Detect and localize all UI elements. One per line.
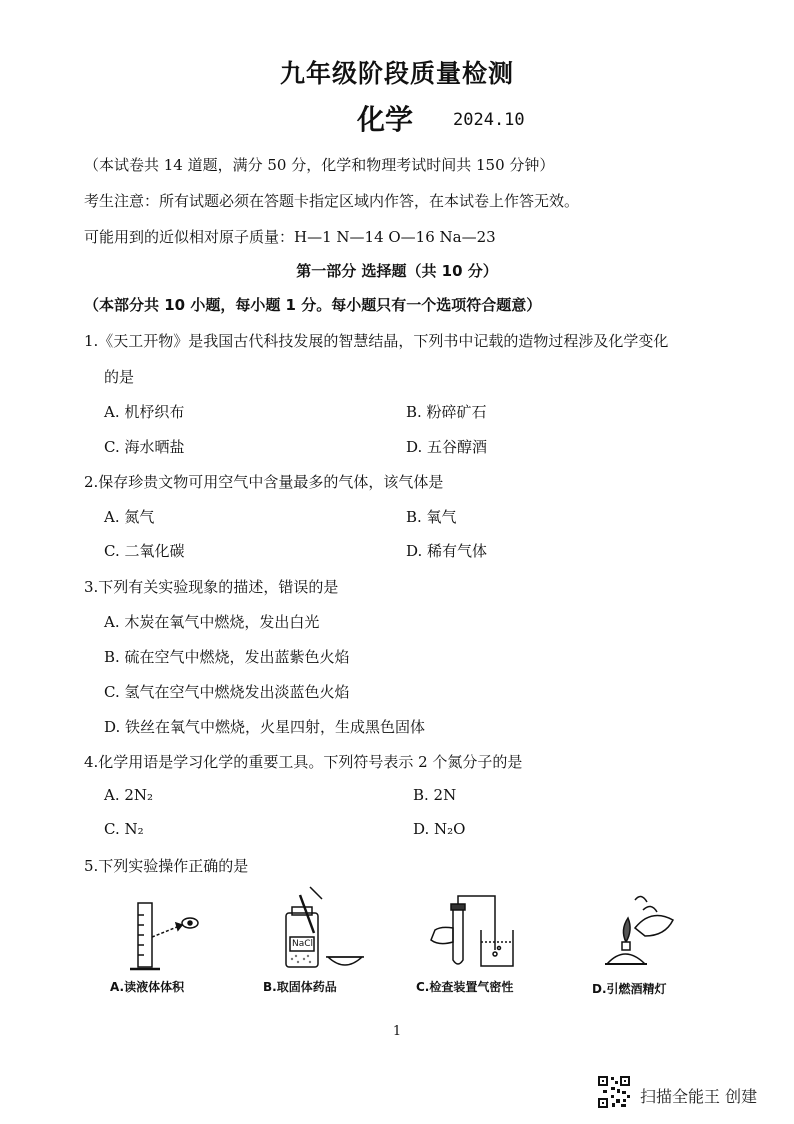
note-line-1: （本试卷共 14 道题，满分 50 分，化学和物理考试时间共 150 分钟） <box>84 156 555 174</box>
question-3-option-b: B. 硫在空气中燃烧，发出蓝紫色火焰 <box>104 648 350 666</box>
figure-b-bottle-label: NaCl <box>292 939 314 949</box>
question-2-option-d: D. 稀有气体 <box>406 542 488 560</box>
figure-c-caption: C.检查装置气密性 <box>416 980 514 994</box>
question-2-option-a: A. 氮气 <box>104 508 155 526</box>
question-2-option-c: C. 二氧化碳 <box>104 542 185 560</box>
exam-title: 九年级阶段质量检测 <box>279 59 514 88</box>
question-1-option-c: C. 海水晒盐 <box>104 438 185 456</box>
figure-b-caption: B.取固体药品 <box>263 980 337 994</box>
scanner-watermark: 扫描全能王 创建 <box>640 1087 758 1106</box>
question-4-option-c: C. N₂ <box>104 820 144 838</box>
question-1-stem: 1.《天工开物》是我国古代科技发展的智慧结晶，下列书中记载的造物过程涉及化学变化 <box>84 332 669 350</box>
question-4-option-b: B. 2N <box>413 786 457 804</box>
question-4-option-d: D. N₂O <box>413 820 466 838</box>
exam-date: 2024.10 <box>453 110 525 130</box>
page-number: 1 <box>392 1024 402 1039</box>
note-line-3: 可能用到的近似相对原子质量：H—1 N—14 O—16 Na—23 <box>84 228 496 246</box>
qr-code-icon <box>597 1075 631 1109</box>
section-title: 第一部分 选择题（共 10 分） <box>296 262 498 280</box>
question-4-stem: 4.化学用语是学习化学的重要工具。下列符号表示 2 个氮分子的是 <box>84 753 523 771</box>
question-2-stem: 2.保存珍贵文物可用空气中含量最多的气体，该气体是 <box>84 473 444 491</box>
question-1-option-a: A. 机杼织布 <box>104 403 185 421</box>
figure-c-airtightness-test <box>425 890 535 975</box>
question-1-stem-cont: 的是 <box>104 368 135 386</box>
section-instruction: （本部分共 10 小题，每小题 1 分。每小题只有一个选项符合题意） <box>84 296 542 314</box>
figure-a-caption: A.读液体体积 <box>110 980 185 994</box>
figure-b-reagent-bottle <box>270 885 370 975</box>
question-2-option-b: B. 氧气 <box>406 508 457 526</box>
subject-title: 化学 <box>357 103 414 136</box>
figure-d-caption: D.引燃酒精灯 <box>592 982 667 996</box>
question-4-option-a: A. 2N₂ <box>104 786 154 804</box>
question-3-option-c: C. 氢气在空气中燃烧发出淡蓝色火焰 <box>104 683 350 701</box>
note-line-2: 考生注意：所有试题必须在答题卡指定区域内作答，在本试卷上作答无效。 <box>84 192 580 210</box>
question-3-stem: 3.下列有关实验现象的描述，错误的是 <box>84 578 339 596</box>
question-5-stem: 5.下列实验操作正确的是 <box>84 857 249 875</box>
question-1-option-d: D. 五谷醇酒 <box>406 438 488 456</box>
figure-d-alcohol-lamp <box>595 888 695 976</box>
figure-a-graduated-cylinder <box>120 895 210 975</box>
question-3-option-a: A. 木炭在氧气中燃烧，发出白光 <box>104 613 320 631</box>
question-3-option-d: D. 铁丝在氧气中燃烧，火星四射，生成黑色固体 <box>104 718 426 736</box>
question-1-option-b: B. 粉碎矿石 <box>406 403 487 421</box>
